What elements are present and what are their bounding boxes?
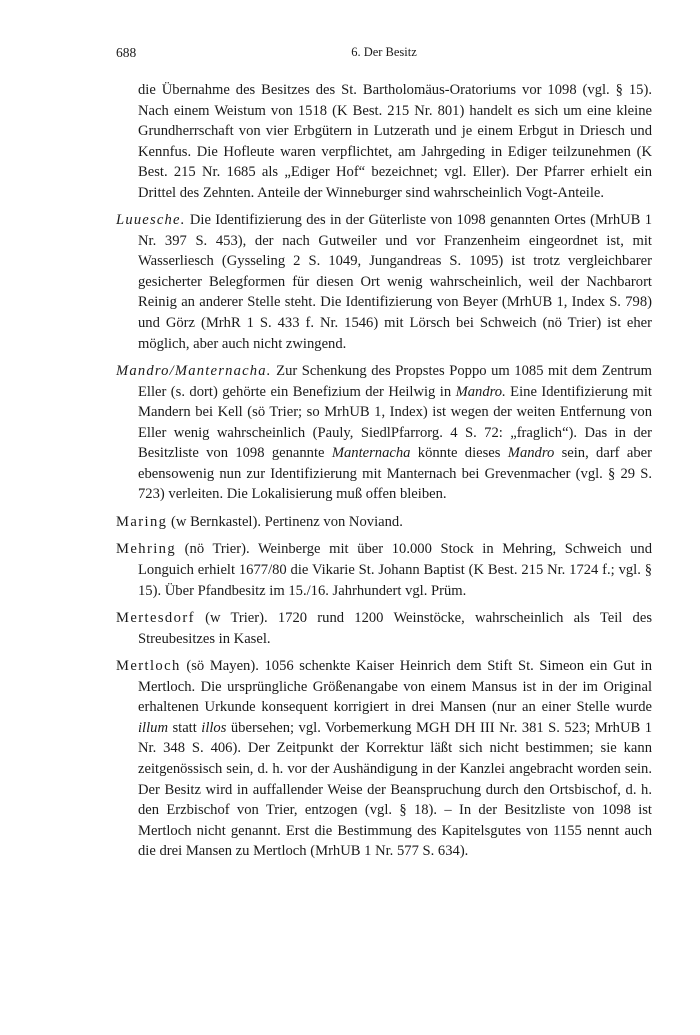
entry-mertloch <box>116 656 652 861</box>
entry-text: Die Identifizierung des in der Güterliste von 1098 genannten Ortes (MrhUB 1 Nr. 397 S. 453), der nach Gutweiler und vor Franzenheim eingeordnet ist, mit Wasserliesch (Gysseling 2 S. 1049, Jungandreas S. 1095) ist trotz vergleichbarer gesicherter Belegformen für diesen Ort wenig wahrscheinlich, weil der Nachbarort Reinig an anderer Stelle steht. Die Identifizierung von Beyer (MrhUB 1, Index S. 798) und Görz (MrhR 1 S. 433 f. Nr. 1546) mit Lörsch bei Schweich (nö Trier) ist eher möglich, aber auch nicht zwingend. <box>138 212 652 352</box>
italic-term: illum <box>138 719 168 736</box>
entry-text: übersehen; vgl. Vorbemerkung MGH DH III Nr. 381 S. 523; MrhUB 1 Nr. 348 S. 406). Der Zeitpunkt der Korrektur läßt sich nicht bestimmen; sie kann zeitgenössisch sein, d. h. vor der Aushändigung in der Kanzlei angebracht worden sein. Der Besitz wird in auffallender Weise der Beanspruchung durch den Ortsbischof, d. h. den Erzbischof von Trier, entzogen (vgl. § 18). – In der Besitzliste von 1098 ist Mertloch nicht genannt. Erst die Bestimmung des Kapitelsgutes von 1155 nennt auch die drei Mansen zu Mertloch (MrhUB 1 Nr. 577 S. 634). <box>138 719 652 860</box>
entry-headword: Mertesdorf <box>116 610 195 627</box>
entry-text: Zur Schenkung des Propstes Poppo um 1085 mit dem Zentrum Eller (s. dort) gehörte ein Benefizium der Heilwig in <box>138 363 652 400</box>
entry-text: Eine Identifizierung mit Mandern bei Kell (sö Trier; so MrhUB 1, Index) ist wegen der weiten Entfernung von Eller wenig wahrscheinlich (Pauly, SiedlPfarrorg. 4 S. 72: „fraglich“). Das in der Besitzliste von 1098 genannte <box>138 383 652 462</box>
entry-text: (w Trier). 1720 rund 1200 Weinstöcke, wahrscheinlich als Teil des Streubesitzes in Kasel. <box>138 610 652 647</box>
entry-mandro <box>116 361 652 505</box>
entry-text: (nö Trier). Weinberge mit über 10.000 Stock in Mehring, Schweich und Longuich erhielt 1677/80 die Vikarie St. Johann Baptist (K Best. 215 Nr. 1724 f.; vgl. § 15). Über Pfandbesitz im 15./16. Jahrhundert vgl. Prüm. <box>138 541 652 599</box>
italic-term: Manternacha <box>331 445 411 462</box>
entry-continued <box>116 80 652 203</box>
italic-term: Mandro. <box>455 383 506 400</box>
entry-text: statt <box>168 719 202 736</box>
entry-text: (sö Mayen). 1056 schenkte Kaiser Heinrich dem Stift St. Simeon ein Gut in Mertloch. Die ursprüngliche Größenangabe von einem Mansus ist in der im Original erhaltenen Urkunde konsequent korrigiert in drei Mansen (nur an einer Stelle wurde <box>138 658 652 716</box>
entry-text: könnte dieses <box>410 445 508 462</box>
entry-text: die Übernahme des Besitzes des St. Bartholomäus-Oratoriums vor 1098 (vgl. § 15). Nach einem Weistum von 1518 (K Best. 215 Nr. 801) handelt es sich um eine kleine Grundherrschaft von vier Erbgütern in Lutzerath und je einem Erbgut in Driesch und Kennfus. Die Hofleute waren verpflichtet, am Jahrgeding in Ediger teilzunehmen (K Best. 215 Nr. 1685 als „Ediger Hof“ bezeichnet; vgl. Eller). Der Pfarrer erhielt ein Drittel des Zehnten. Anteile der Winneburger sind wahrscheinlich Vogt-Anteile. <box>138 82 652 201</box>
entry-headword: Mehring <box>116 541 177 558</box>
entry-headword: Mandro/Manternacha. <box>116 363 272 380</box>
entry-headword: Mertloch <box>116 658 181 675</box>
entry-text: sein, darf aber ebensowenig nun zur Identifizierung mit Manternach bei Grevenmacher (vgl. § 29 S. 723) verleiten. Die Lokalisierung muß offen bleiben. <box>138 445 652 503</box>
entry-luuesche <box>116 210 652 354</box>
entry-maring <box>116 512 652 533</box>
italic-term: Mandro <box>507 445 555 462</box>
entry-mehring <box>116 539 652 601</box>
page-body <box>116 80 652 869</box>
entry-headword: Maring <box>116 513 168 530</box>
italic-term: illos <box>201 719 227 736</box>
entry-text: (w Bernkastel). Pertinenz von Noviand. <box>167 513 403 530</box>
page-header <box>116 45 652 65</box>
page-number: 688 <box>116 45 137 60</box>
running-title: 6. Der Besitz <box>351 45 417 59</box>
entry-mertesdorf <box>116 608 652 649</box>
entry-headword: Luuesche. <box>116 212 186 229</box>
